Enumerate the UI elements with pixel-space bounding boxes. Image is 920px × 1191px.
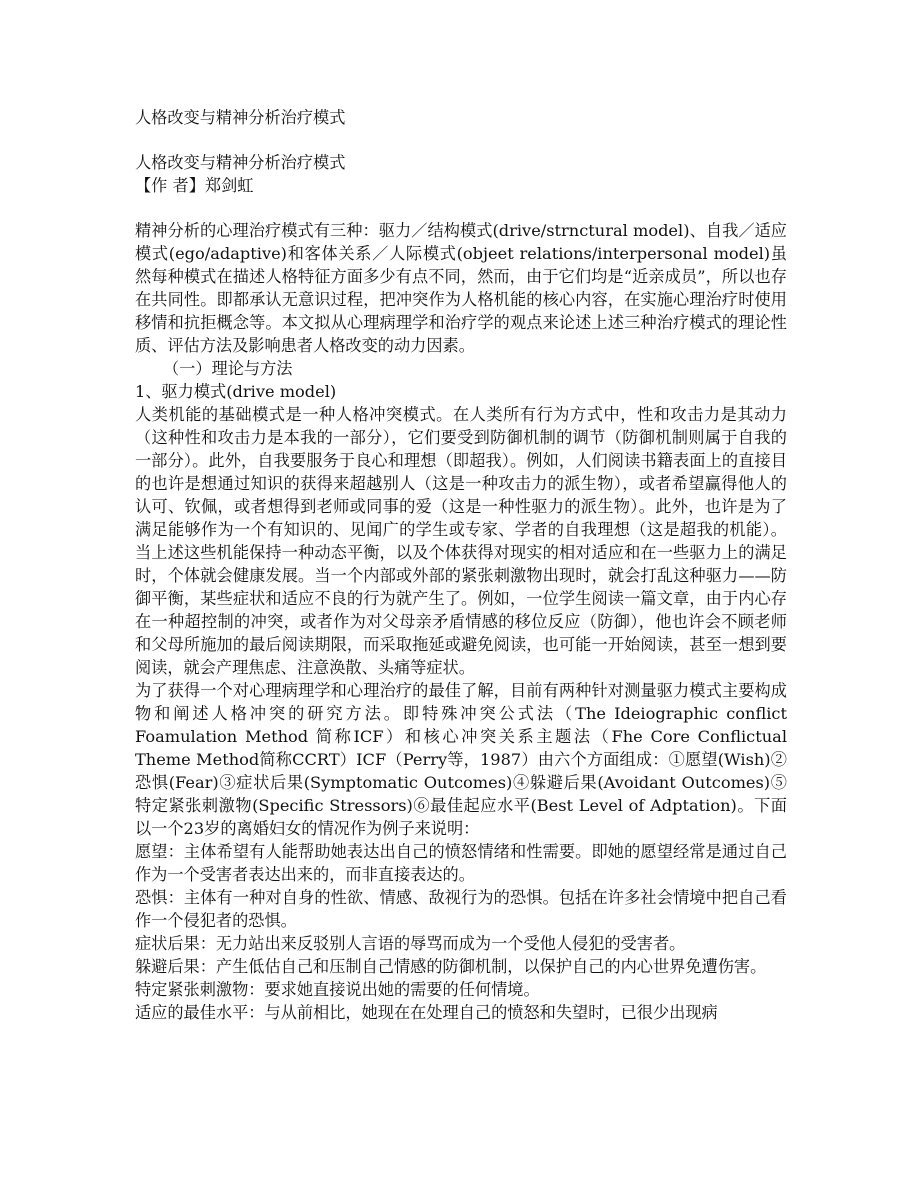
author-line: 【作 者】郑剑虹 — [135, 176, 254, 195]
list-item-wish: 愿望：主体希望有人能帮助她表达出自己的愤怒情绪和性需要。即她的愿望经常是通过自己作为一个受害者表达出来的，而非直接表达的。 — [135, 842, 787, 884]
article-title: 人格改变与精神分析治疗模式 — [135, 153, 346, 172]
document-title-top: 人格改变与精神分析治疗模式 — [135, 108, 346, 127]
section-heading: （一）理论与方法 — [163, 359, 293, 378]
subsection-heading: 1、驱力模式(drive model) — [135, 382, 337, 401]
document-page — [135, 106, 787, 1024]
list-item-stressors: 特定紧张刺激物：要求她直接说出她的需要的任何情境。 — [135, 980, 540, 999]
list-item-fear: 恐惧：主体有一种对自身的性欲、情感、敌视行为的恐惧。包括在许多社会情境中把自己看作一个侵犯者的恐惧。 — [135, 888, 787, 930]
list-item-avoidant: 躲避后果：产生低估自己和压制自己情感的防御机制，以保护自己的内心世界免遭伤害。 — [135, 957, 767, 976]
list-item-adaptation: 适应的最佳水平：与从前相比，她现在在处理自己的愤怒和失望时，已很少出现病 — [135, 1003, 718, 1022]
intro-paragraph: 精神分析的心理治疗模式有三种：驱力／结构模式(drive/strnctural model)、自我／适应模式(ego/adaptive)和客体关系／人际模式(objeet relations/interpersonal model)虽然每种模式在描述人格特征方面多少有点不同，然而，由于它们均是“近亲成员”，所以也存在共同性。即都承认无意识过程，把冲突作为人格机能的核心内容，在实施心理治疗时使用移情和抗拒概念等。本文拟从心理病理学和治疗学的观点来论述上述三种治疗模式的理论性质、评估方法及影响患者人格改变的动力因素。 — [135, 221, 787, 355]
body-paragraph-1: 人类机能的基础模式是一种人格冲突模式。在人类所有行为方式中，性和攻击力是其动力（这种性和攻击力是本我的一部分），它们要受到防御机制的调节（防御机制则属于自我的一部分）。此外，自我要服务于良心和理想（即超我）。例如，人们阅读书籍表面上的直接目的也许是想通过知识的获得来超越别人（这是一种攻击力的派生物），或者希望赢得他人的认可、钦佩，或者想得到老师或同事的爱（这是一种性驱力的派生物）。此外，也许是为了满足能够作为一个有知识的、见闻广的学生或专家、学者的自我理想（这是超我的机能）。当上述这些机能保持一种动态平衡，以及个体获得对现实的相对适应和在一些驱力上的满足时，个体就会健康发展。当一个内部或外部的紧张刺激物出现时，就会打乱这种驱力——防御平衡，某些症状和适应不良的行为就产生了。例如，一位学生阅读一篇文章，由于内心存在一种超控制的冲突，或者作为对父母亲矛盾情感的移位反应（防御），他也许会不顾老师和父母所施加的最后阅读期限，而采取拖延或避免阅读，也可能一开始阅读，甚至一想到要阅读，就会产理焦虑、注意涣散、头痛等症状。 — [135, 405, 787, 677]
body-paragraph-2: 为了获得一个对心理病理学和心理治疗的最佳了解，目前有两种针对测量驱力模式主要构成物和阐述人格冲突的研究方法。即特殊冲突公式法（The Ideiographic conflict Foamulation Method 简称ICF）和核心冲突关系主题法（Fhe Core Conflictual Theme Method简称CCRT）ICF（Perry等，1987）由六个方面组成：①愿望(Wish)②恐惧(Fear)③症状后果(Symptomatic Outcomes)④躲避后果(Avoidant Outcomes)⑤特定紧张刺激物(Specific Stressors)⑥最佳起应水平(Best Level of Adptation)。下面以一个23岁的离婚妇女的情况作为例子来说明： — [135, 681, 787, 838]
list-item-symptomatic: 症状后果：无力站出来反驳别人言语的辱骂而成为一个受他人侵犯的受害者。 — [135, 934, 686, 953]
